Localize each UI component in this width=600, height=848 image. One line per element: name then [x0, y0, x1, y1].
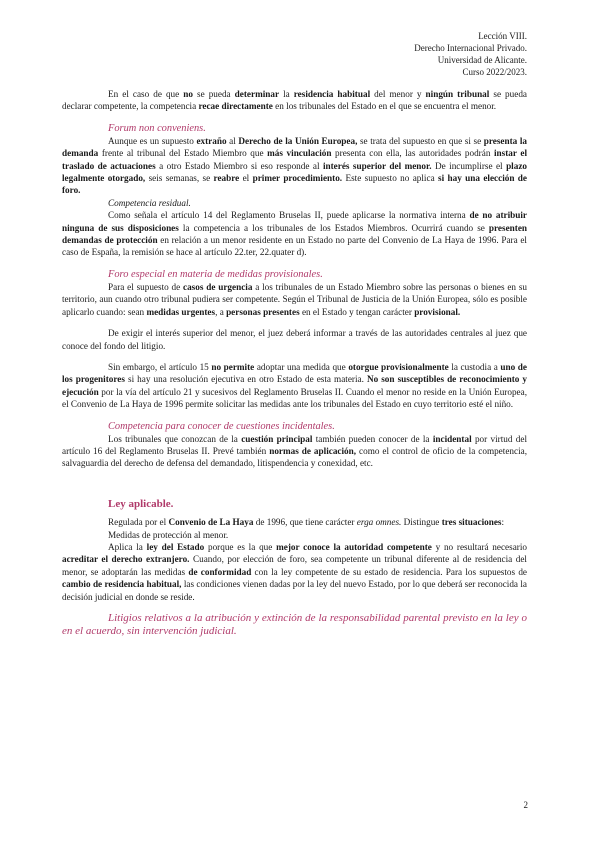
law-paragraph-1: Regulada por el Convenio de La Haya de 1996, que tiene carácter erga omnes. Distingue tres situaciones:	[108, 517, 505, 528]
forum-heading: Forum non conveniens.	[108, 122, 206, 134]
header-lesson: Lección VIII.	[478, 31, 527, 41]
law-heading: Ley aplicable.	[108, 497, 174, 510]
law-subitem-measures: Medidas de protección al menor.	[108, 529, 229, 540]
provisional-paragraph-3: Sin embargo, el artículo 15 no permite adoptar una medida que otorgue provisionalmente la custodia a uno de los progenitores si hay una resolución ejecutiva en otro Estado de esta materia. No son susceptibles de reconocimiento y ejecución por la vía del artículo 21 y sucesivos del Reglamento Bruselas II. Cuando el menor no reside en la Unión Europea, el Convenio de La Haya de 1996 permite solicitar las medidas ante los tribunales del Estado en cuyo territorio esté el niño.	[62, 361, 527, 410]
header-course: Curso 2022/2023.	[462, 67, 527, 77]
intro-paragraph: En el caso de que no se pueda determinar la residencia habitual del menor y ningún tribunal se pueda declarar competente, la competencia recae directamente en los tribunales del Estado en el que se encuentra el menor.	[62, 89, 527, 112]
litigios-heading: Litigios relativos a la atribución y extinción de la responsabilidad parental previsto en la ley o en el acuerdo, sin intervención judicial.	[62, 612, 527, 637]
law-paragraph-3: Aplica la ley del Estado porque es la que mejor conoce la autoridad competente y no resultará necesario acreditar el derecho extranjero. Cuando, por elección de foro, sea competente un tribunal diferente al de residencia del menor, se adoptarán las medidas de conformidad con la ley competente de su estado de residencia. Para los supuestos de cambio de residencia habitual, las condiciones vienen dadas por la ley del nuevo Estado, por lo que deberá ser reconocida la decisión judicial en donde se reside.	[62, 541, 528, 602]
header-subject: Derecho Internacional Privado.	[414, 43, 527, 53]
document-body	[62, 88, 527, 638]
incidental-heading: Competencia para conocer de cuestiones incidentales.	[108, 420, 335, 432]
provisional-paragraph-2: De exigir el interés superior del menor, el juez deberá informar a través de las autoridades centrales al juez que conoce del fondo del litigio.	[62, 328, 527, 351]
residual-paragraph: Como señala el artículo 14 del Reglamento Bruselas II, puede aplicarse la normativa interna de no atribuir ninguna de sus disposiciones la competencia a los tribunales de los Estados Miembros. Ocurrirá cuando se presenten demandas de protección en relación a un menor residente en un Estado no parte del Convenio de La Haya de 1996. Para el caso de España, la remisión se hace al artículo 22.ter, 22.quater d).	[62, 210, 528, 258]
course-header	[414, 30, 527, 78]
provisional-heading: Foro especial en materia de medidas provisionales.	[108, 268, 323, 280]
residual-subheading: Competencia residual.	[108, 197, 191, 208]
page-number: 2	[523, 800, 528, 810]
provisional-paragraph-1: Para el supuesto de casos de urgencia a los tribunales de un Estado Miembro sobre las personas o bienes en su territorio, aun cuando otro tribunal pudiera ser competente. Según el Tribunal de Justicia de la Unión Europea, sólo es posible aplicarlo cuando: sean medidas urgentes, a personas presentes en el Estado y tengan carácter provisional.	[62, 281, 527, 317]
header-university: Universidad de Alicante.	[437, 55, 527, 65]
forum-paragraph: Aunque es un supuesto extraño al Derecho de la Unión Europea, se trata del supuesto en que si se presenta la demanda frente al tribunal del Estado Miembro que más vinculación presenta con ella, las autoridades podrán instar el traslado de actuaciones a otro Estado Miembro si eso responde al interés superior del menor. De incumplirse el plazo legalmente otorgado, seis semanas, se reabre el primer procedimiento. Este supuesto no aplica si hay una elección de foro.	[62, 135, 528, 196]
incidental-paragraph: Los tribunales que conozcan de la cuestión principal también pueden conocer de la incidental por virtud del artículo 16 del Reglamento Bruselas II. Prevé también normas de aplicación, como el control de oficio de la competencia, salvaguardia del derecho de defensa del demandado, litispendencia y conexidad, etc.	[62, 433, 527, 469]
